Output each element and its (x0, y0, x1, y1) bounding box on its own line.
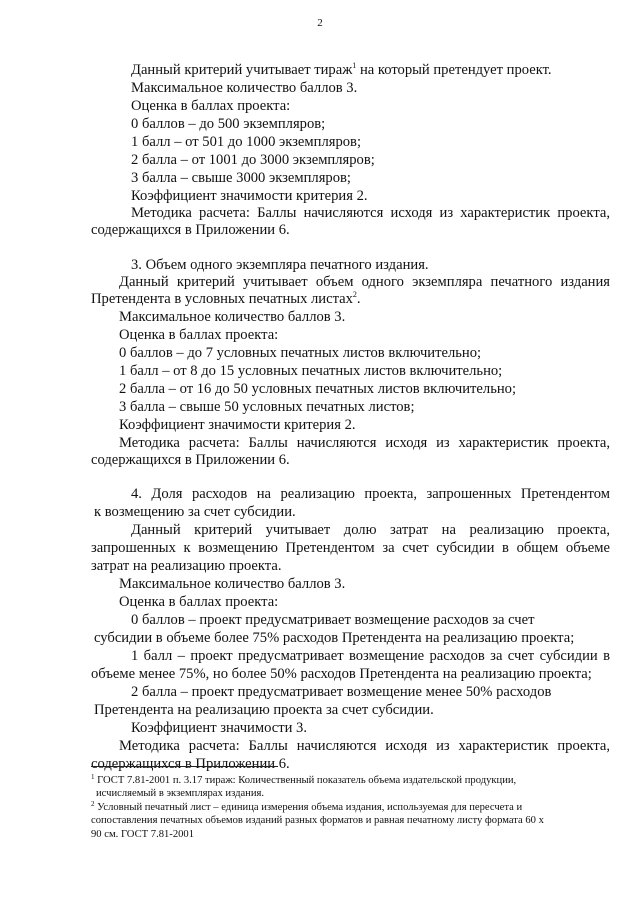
text-line (119, 435, 610, 452)
text-run: Методика расчета: Баллы начисляются исходя из характеристик проекта, (131, 205, 610, 221)
text-run: Претендента в условных печатных листах (91, 291, 353, 307)
text-run: Коэффициент значимости критерия 2. (119, 417, 356, 433)
text-line (119, 309, 345, 326)
text-line (119, 576, 345, 593)
text-line (131, 684, 551, 701)
text-run: 2 балла – от 1001 до 3000 экземпляров; (131, 152, 375, 168)
text-run: 3 балла – свыше 3000 экземпляров; (131, 170, 351, 186)
text-run: 3. Объем одного экземпляра печатного издания. (131, 257, 429, 273)
text-line (131, 612, 535, 629)
text-run: 4. Доля расходов на реализацию проекта, запрошенных Претендентом (131, 486, 610, 502)
text-run: содержащихся в Приложении 6. (91, 452, 290, 468)
text-run: Данный критерий учитывает тираж (131, 62, 353, 78)
text-run: Данный критерий учитывает объем одного экземпляра печатного издания (119, 274, 610, 290)
text-run: Максимальное количество баллов 3. (119, 576, 346, 592)
text-run: Претендента на реализацию проекта за счет субсидии. (94, 702, 434, 718)
text-run: 3 балла – свыше 50 условных печатных листов; (119, 399, 415, 415)
footnote-separator (91, 766, 278, 767)
text-line (119, 363, 502, 380)
text-line (91, 222, 290, 239)
text-line (131, 80, 357, 97)
text-run: 0 баллов – до 500 экземпляров; (131, 116, 326, 132)
text-line (119, 399, 415, 416)
text-run: Методика расчета: Баллы начисляются исходя из характеристик проекта, (119, 435, 610, 451)
text-line (131, 152, 375, 169)
text-line (131, 116, 325, 133)
text-run: 2 балла – проект предусматривает возмещение менее 50% расходов (131, 684, 552, 700)
text-line (131, 720, 307, 737)
text-run: на который претендует проект. (356, 62, 552, 78)
text-line (94, 504, 296, 521)
text-line (94, 630, 574, 647)
text-line (91, 756, 290, 773)
text-line (131, 257, 429, 274)
text-line (119, 738, 610, 755)
text-run: Коэффициент значимости критерия 2. (131, 188, 368, 204)
text-line (91, 540, 610, 557)
text-line (119, 594, 278, 611)
text-line (91, 558, 281, 575)
text-run: Оценка в баллах проекта: (119, 327, 279, 343)
footnote-text: Условный печатный лист – единица измерения объема издания, используемая для пересчета и (94, 802, 523, 813)
text-run: затрат на реализацию проекта. (91, 558, 282, 574)
text-line (119, 327, 278, 344)
text-run: 2 балла – от 16 до 50 условных печатных листов включительно; (119, 381, 517, 397)
footnote-line (91, 801, 522, 814)
text-line (131, 134, 361, 151)
text-line (131, 62, 552, 79)
footnote-ref: 2 (352, 290, 357, 299)
footnote-text: 90 см. ГОСТ 7.81-2001 (91, 829, 195, 840)
footnote-text: ГОСТ 7.81-2001 п. 3.17 тираж: Количественный показатель объема издательской продукции, (94, 775, 517, 786)
footnote-line (91, 828, 194, 841)
text-run: . (356, 291, 361, 307)
text-run: Максимальное количество баллов 3. (119, 309, 346, 325)
text-line (94, 702, 434, 719)
footnote-ref: 1 (352, 61, 357, 70)
footnote-line (91, 814, 544, 827)
text-line (119, 345, 481, 362)
text-line (91, 666, 592, 683)
text-line (119, 274, 610, 291)
text-run: 1 балл – от 8 до 15 условных печатных листов включительно; (119, 363, 503, 379)
footnote-number: 1 (91, 773, 95, 781)
text-run: 0 баллов – проект предусматривает возмещение расходов за счет (131, 612, 535, 628)
page-number: 2 (317, 17, 323, 29)
text-line (131, 486, 610, 503)
footnote-number: 2 (91, 800, 95, 808)
text-run: субсидии в объеме более 75% расходов Претендента на реализацию проекта; (94, 630, 575, 646)
text-line (131, 188, 368, 205)
text-run: 1 балл – проект предусматривает возмещение расходов за счет субсидии в (131, 648, 610, 664)
text-run: 0 баллов – до 7 условных печатных листов включительно; (119, 345, 482, 361)
text-line (131, 170, 351, 187)
text-run: Коэффициент значимости 3. (131, 720, 308, 736)
text-run: Оценка в баллах проекта: (131, 98, 291, 114)
footnote-text: исчисляемый в экземплярах издания. (96, 788, 265, 799)
text-line (131, 205, 610, 222)
text-line (91, 291, 361, 308)
footnote-text: сопоставления печатных объемов изданий разных форматов и равная печатному листу формата 60 х (91, 815, 544, 826)
footnote-line (91, 774, 516, 787)
text-run: Методика расчета: Баллы начисляются исходя из характеристик проекта, (119, 738, 610, 754)
text-line (91, 452, 290, 469)
text-run: запрошенных к возмещению Претендентом за счет субсидии в общем объеме (91, 540, 610, 556)
footnote-line (96, 787, 264, 800)
text-run: 1 балл – от 501 до 1000 экземпляров; (131, 134, 361, 150)
text-line (131, 98, 290, 115)
text-run: содержащихся в Приложении 6. (91, 756, 290, 772)
text-run: содержащихся в Приложении 6. (91, 222, 290, 238)
text-run: Максимальное количество баллов 3. (131, 80, 358, 96)
text-run: Оценка в баллах проекта: (119, 594, 279, 610)
text-line (131, 648, 610, 665)
text-line (119, 417, 356, 434)
text-line (119, 381, 516, 398)
text-line (131, 522, 610, 539)
text-run: объеме менее 75%, но более 50% расходов Претендента на реализацию проекта; (91, 666, 592, 682)
text-run: к возмещению за счет субсидии. (94, 504, 296, 520)
text-run: Данный критерий учитывает долю затрат на реализацию проекта, (131, 522, 610, 538)
